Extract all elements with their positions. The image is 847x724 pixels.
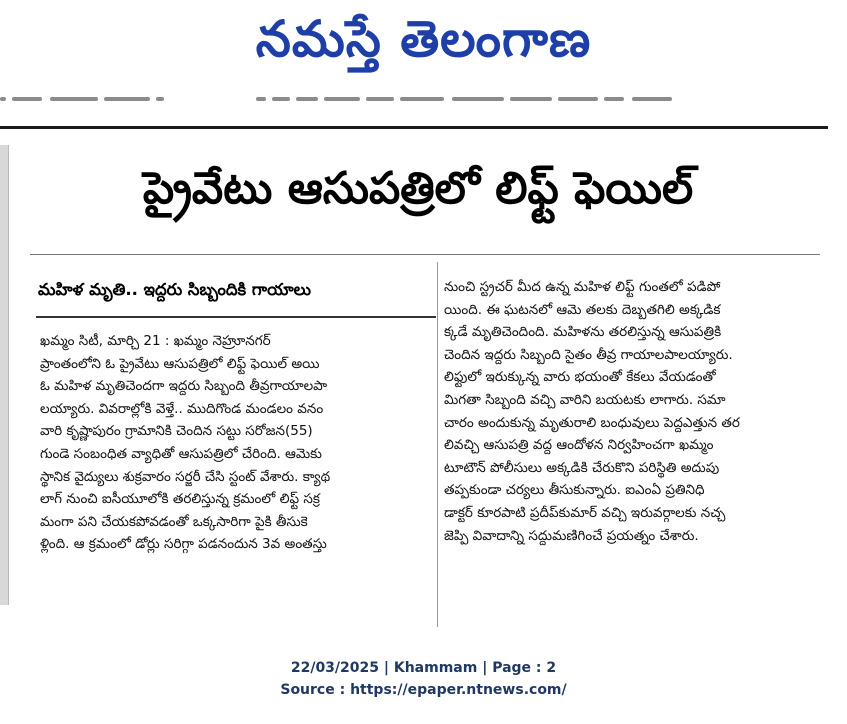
article-line: మంగా పని చేయకపోవడంతో ఒక్కసారిగా పైకి తీసుకె (40, 513, 308, 530)
article-line: టూటౌన్ పోలీసులు అక్కడికి చేరుకొని పరిస్థితి అదుపు (444, 459, 720, 476)
article-line: జెప్పి వివాదాన్ని సద్దుమణిగించే ప్రయత్నం చేశారు. (444, 527, 699, 544)
article-line: లివచ్చి ఆసుపత్రి వద్ద ఆందోళన నిర్వహించగా ఖమ్మం (444, 437, 714, 454)
subheadline-rule (36, 316, 436, 318)
article-headline: ప్రైవేటు ఆసుపత్రిలో లిఫ్ట్ ఫెయిల్ (142, 163, 694, 214)
scanned-text-fragment (0, 93, 847, 107)
footer-source-line: Source : https://epaper.ntnews.com/ (280, 682, 567, 698)
clipping-footer (0, 657, 847, 701)
article-line: ప్రాంతంలోని ఓ ప్రైవేటు ఆసుపత్రిలో లిఫ్ట్ ఫెయిల్ అయి (40, 355, 320, 372)
article-line: చెందిన ఇద్దరు సిబ్బంది సైతం తీవ్ర గాయాలపాలయ్యారు. (444, 346, 733, 363)
page-edge-shadow (0, 145, 9, 605)
article-line: మిగతా సిబ్బంది వచ్చి వారిని బయటకు లాగారు. సమా (444, 391, 726, 408)
article-line: చారం అందుకున్న మృతురాలి బంధువులు పెద్దఎత్తున తర (444, 414, 740, 431)
article-line: డాక్టర్ కూరపాటి ప్రదీప్‌కుమార్ వచ్చి ఇరువర్గాలకు నచ్చ (444, 504, 726, 521)
masthead-logo: నమస్తే తెలంగాణ (255, 10, 592, 68)
article-line: క్కడే మృతిచెందింది. మహిళను తరలిస్తున్న ఆసుపత్రికి (444, 324, 722, 341)
article-column-left (40, 330, 432, 556)
article-column-right (444, 276, 819, 547)
article-line: లయ్యారు. వివరాల్లోకి వెళ్తే.. ముదిగొండ మండలం వనం (40, 400, 324, 417)
column-divider (437, 262, 438, 627)
headline-rule (30, 254, 820, 255)
article-subheadline: మహిళ మృతి.. ఇద్దరు సిబ్బందికి గాయాలు (38, 280, 312, 299)
article-line: లాగ్ నుంచి ఐసీయూలోకి తరలిస్తున్న క్రమంలో లిఫ్ట్ సక్ర (40, 491, 320, 508)
article-line: నుంచి స్ట్రచర్ మీద ఉన్న మహిళ లిఫ్ట్ గుంతలో పడిపో (444, 279, 721, 295)
article-line: ళ్లింది. ఆ క్రమంలో డోర్లు సరిగ్గా పడనందున 3వ అంతస్తు (40, 536, 327, 553)
article-line: వారి కృష్ణాపురం గ్రామానికి చెందిన సట్టు సరోజన(55) (40, 423, 313, 440)
article-line: లిఫ్టులో ఇరుక్కున్న వారు భయంతో కేకలు వేయడంతో (444, 369, 716, 386)
article-line: యింది. ఈ ఘటనలో ఆమె తలకు దెబ్బతగిలి అక్కడిక (444, 301, 721, 318)
article-line: గుండె సంబంధిత వ్యాధితో ఆసుపత్రిలో చేరింది. ఆమెకు (40, 445, 322, 462)
masthead-rule (0, 126, 828, 129)
article-line: ఓ మహిళ మృతిచెందగా ఇద్దరు సిబ్బంది తీవ్రగాయాలపా (40, 378, 328, 395)
article-line: ఖమ్మం సిటీ, మార్చి 21 : ఖమ్మం నెహ్రూనగర్ (40, 333, 271, 349)
article-line: తప్పకుండా చర్యలు తీసుకున్నారు. ఐఎంఏ ప్రతినిధి (444, 482, 705, 499)
article-line: స్థానిక వైద్యులు శుక్రవారం సర్జరీ చేసి స్టంట్ వేశారు. క్యాథ (40, 468, 331, 485)
footer-date-line: 22/03/2025 | Khammam | Page : 2 (290, 660, 557, 676)
